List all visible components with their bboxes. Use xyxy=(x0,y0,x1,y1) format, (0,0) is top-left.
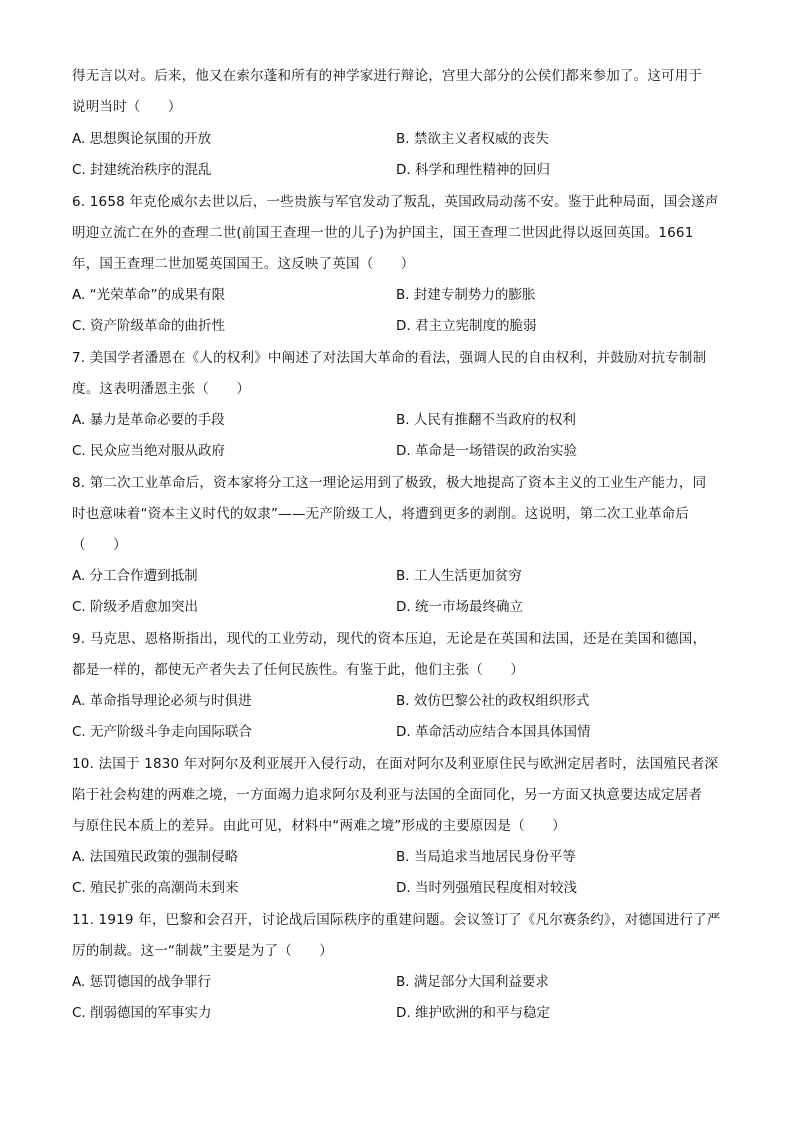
question-7-text-line: 7. 美国学者潘恩在《人的权利》中阐述了对法国大革命的看法，强调人民的自由权利，并鼓励对抗专制制 xyxy=(72,350,707,366)
question-11-option-c[interactable]: C. 削弱德国的军事实力 xyxy=(72,1005,212,1021)
question-11-text-line: 厉的制裁。这一“制裁”主要是为了（ ） xyxy=(72,943,333,959)
question-8-text-line: （ ） xyxy=(72,537,127,553)
question-8-option-c[interactable]: C. 阶级矛盾愈加突出 xyxy=(72,599,199,615)
question-5-option-c[interactable]: C. 封建统治秩序的混乱 xyxy=(72,162,212,178)
question-8-option-b[interactable]: B. 工人生活更加贫穷 xyxy=(396,568,522,584)
question-9-option-a[interactable]: A. 革命指导理论必须与时俱进 xyxy=(72,693,252,709)
question-8-option-a[interactable]: A. 分工合作遭到抵制 xyxy=(72,568,198,584)
question-6-option-a[interactable]: A. “光荣革命”的成果有限 xyxy=(72,287,226,303)
question-10-text-line: 10. 法国于 1830 年对阿尔及利亚展开入侵行动，在面对阿尔及利亚原住民与欧洲定居者时，法国殖民者深 xyxy=(72,756,719,772)
question-6-option-b[interactable]: B. 封建专制势力的膨胀 xyxy=(396,287,536,303)
question-6-text-line: 明迎立流亡在外的查理二世(前国王查理一世的儿子)为护国主，国王查理二世因此得以返回英国。1661 xyxy=(72,225,694,241)
question-8-text-line: 8. 第二次工业革命后，资本家将分工这一理论运用到了极致，极大地提高了资本主义的工业生产能力，同 xyxy=(72,475,707,491)
question-6-text-line: 6. 1658 年克伦威尔去世以后，一些贵族与军官发动了叛乱，英国政局动荡不安。鉴于此种局面，国会遂声 xyxy=(72,194,719,210)
question-6-text-line: 年，国王查理二世加冕英国国王。这反映了英国（ ） xyxy=(72,256,415,272)
question-10-option-a[interactable]: A. 法国殖民政策的强制侵略 xyxy=(72,849,239,865)
question-6-option-d[interactable]: D. 君主立宪制度的脆弱 xyxy=(396,318,537,334)
question-10-option-d[interactable]: D. 当时列强殖民程度相对较浅 xyxy=(396,880,577,896)
question-11-option-d[interactable]: D. 维护欧洲的和平与稳定 xyxy=(396,1005,550,1021)
question-7-option-d[interactable]: D. 革命是一场错误的政治实验 xyxy=(396,443,577,459)
question-7-option-a[interactable]: A. 暴力是革命必要的手段 xyxy=(72,412,225,428)
question-11-option-a[interactable]: A. 惩罚德国的战争罪行 xyxy=(72,974,212,990)
question-5-text-line: 得无言以对。后来，他又在索尔蓬和所有的神学家进行辩论，宫里大部分的公侯们都来参加了。这可用于 xyxy=(72,68,703,84)
question-5-text-line: 说明当时（ ） xyxy=(72,99,182,115)
question-5-option-b[interactable]: B. 禁欲主义者权威的丧失 xyxy=(396,131,549,147)
question-9-text-line: 9. 马克思、恩格斯指出，现代的工业劳动，现代的资本压迫，无论是在英国和法国，还是在美国和德国， xyxy=(72,631,707,647)
question-10-option-c[interactable]: C. 殖民扩张的高潮尚未到来 xyxy=(72,880,239,896)
question-9-text-line: 都是一样的，都使无产者失去了任何民族性。有鉴于此，他们主张（ ） xyxy=(72,662,525,678)
question-10-option-b[interactable]: B. 当局追求当地居民身份平等 xyxy=(396,849,576,865)
question-7-option-b[interactable]: B. 人民有推翻不当政府的权利 xyxy=(396,412,576,428)
question-7-option-c[interactable]: C. 民众应当绝对服从政府 xyxy=(72,443,226,459)
question-9-option-c[interactable]: C. 无产阶级斗争走向国际联合 xyxy=(72,724,253,740)
question-6-option-c[interactable]: C. 资产阶级革命的曲折性 xyxy=(72,318,226,334)
question-9-option-d[interactable]: D. 革命活动应结合本国具体国情 xyxy=(396,724,591,740)
question-8-option-d[interactable]: D. 统一市场最终确立 xyxy=(396,599,523,615)
question-5-option-a[interactable]: A. 思想舆论氛围的开放 xyxy=(72,131,212,147)
question-5-option-d[interactable]: D. 科学和理性精神的回归 xyxy=(396,162,550,178)
question-7-text-line: 度。这表明潘恩主张（ ） xyxy=(72,381,251,397)
question-10-text-line: 与原住民本质上的差异。由此可见，材料中“两难之境”形成的主要原因是（ ） xyxy=(72,818,566,834)
question-8-text-line: 时也意味着“资本主义时代的奴隶”——无产阶级工人，将遭到更多的剥削。这说明，第二次工业革命后 xyxy=(72,506,690,522)
question-11-text-line: 11. 1919 年，巴黎和会召开，讨论战后国际秩序的重建问题。会议签订了《凡尔赛条约》，对德国进行了严 xyxy=(72,912,721,928)
question-10-text-line: 陷于社会构建的两难之境，一方面竭力追求阿尔及利亚与法国的全面同化，另一方面又执意要达成定居者 xyxy=(72,787,703,803)
question-11-option-b[interactable]: B. 满足部分大国利益要求 xyxy=(396,974,549,990)
question-9-option-b[interactable]: B. 效仿巴黎公社的政权组织形式 xyxy=(396,693,590,709)
